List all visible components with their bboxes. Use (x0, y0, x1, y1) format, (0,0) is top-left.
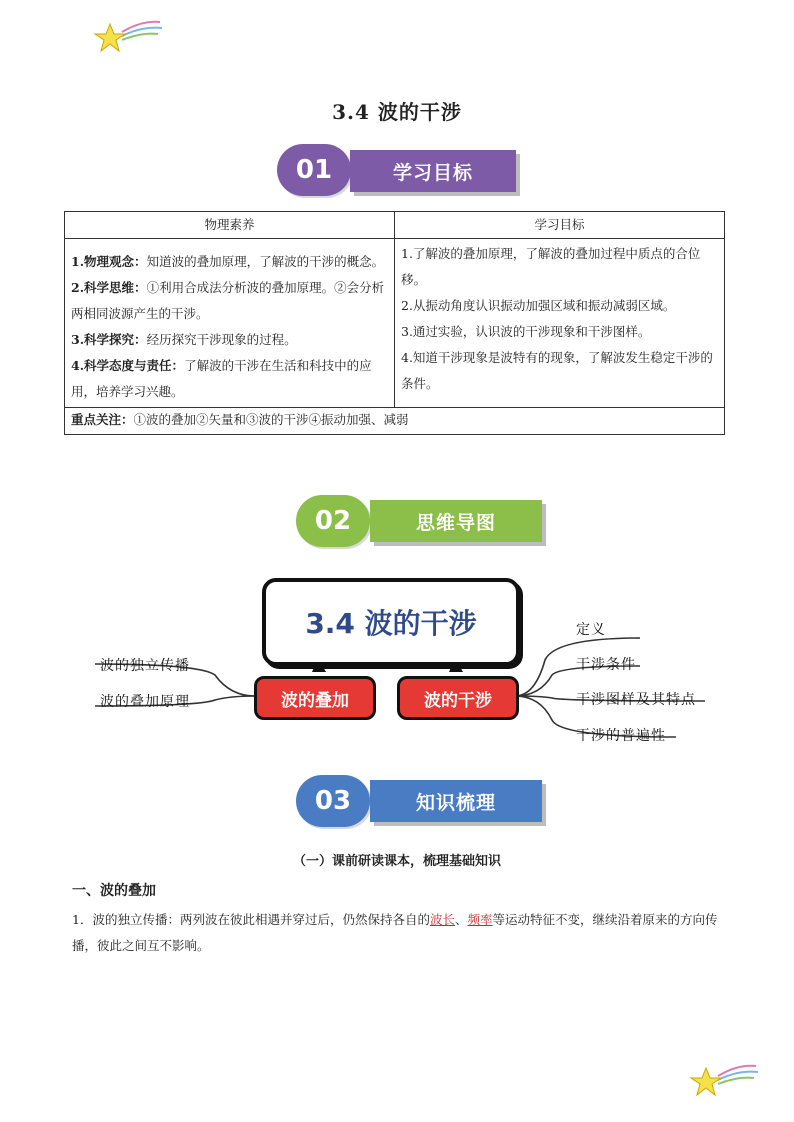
mindmap-leaf: 定义 (576, 622, 606, 638)
mindmap-node: 波的干涉 (397, 676, 519, 720)
list-item: 1.了解波的叠加原理，了解波的叠加过程中质点的合位移。 (401, 246, 701, 287)
list-item: 4.知道干涉现象是波特有的现象，了解波发生稳定干涉的条件。 (401, 350, 713, 391)
mindmap-leaf: 干涉图样及其特点 (576, 692, 696, 708)
goals-cell (395, 239, 725, 408)
section-number: 02 (296, 495, 370, 547)
mindmap-leaf: 干涉条件 (576, 657, 636, 673)
section-number: 03 (296, 775, 370, 827)
subheading: （一）课前研读课本，梳理基础知识 (292, 854, 501, 869)
mindmap-leaf: 干涉的普遍性 (576, 728, 666, 744)
heading: 一、波的叠加 (72, 883, 156, 899)
star-decoration-icon (688, 1062, 760, 1102)
section-title: 思维导图 (370, 500, 542, 542)
focus-row: 重点关注：①波的叠加②矢量和③波的干涉④振动加强、减弱 (65, 408, 725, 435)
page-title: 3.4 波的干涉 (332, 100, 462, 124)
fill-blank: 波长 (429, 912, 455, 927)
list-item: 3.科学探究：经历探究干涉现象的过程。 (71, 332, 297, 347)
list-item: 2.科学思维：①利用合成法分析波的叠加原理。②会分析两相同波源产生的干涉。 (71, 280, 385, 321)
list-item: 4.科学态度与责任：了解波的干涉在生活和科技中的应用，培养学习兴趣。 (71, 358, 372, 399)
mindmap-leaf: 波的独立传播 (100, 658, 190, 674)
goals-table (64, 211, 725, 435)
literacy-cell (65, 239, 395, 408)
star-decoration-icon (92, 18, 164, 58)
section-number: 01 (277, 144, 351, 196)
list-item: 1.物理观念：知道波的叠加原理，了解波的干涉的概念。 (71, 254, 385, 269)
table-header: 物理素养 (65, 212, 395, 239)
fill-blank: 频率 (467, 912, 493, 927)
mindmap-center: 3.4 波的干涉 (262, 578, 520, 666)
mindmap-node: 波的叠加 (254, 676, 376, 720)
section-title: 知识梳理 (370, 780, 542, 822)
table-header: 学习目标 (395, 212, 725, 239)
list-item: 3.通过实验，认识波的干涉现象和干涉图样。 (401, 324, 651, 339)
list-item: 2.从振动角度认识振动加强区域和振动减弱区域。 (401, 298, 676, 313)
paragraph: 1．波的独立传播：两列波在彼此相遇并穿过后，仍然保持各自的波长、频率等运动特征不变，继续沿着原来的方向传播，彼此之间互不影响。 (72, 912, 718, 953)
section-title: 学习目标 (350, 150, 516, 192)
mindmap-leaf: 波的叠加原理 (100, 694, 190, 710)
